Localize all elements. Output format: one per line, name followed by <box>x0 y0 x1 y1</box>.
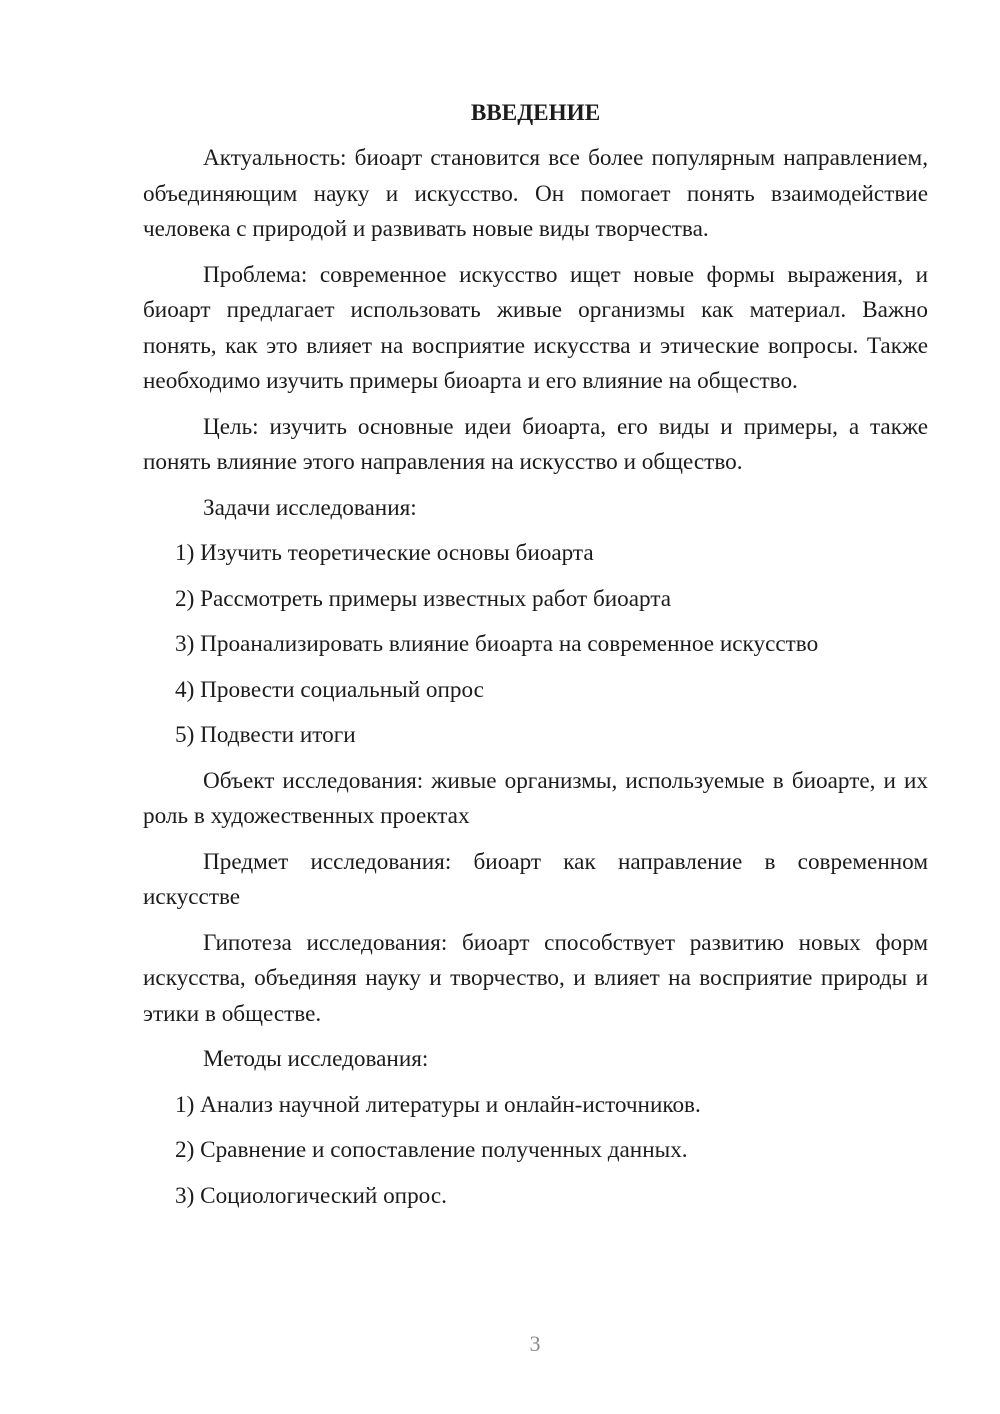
relevance-paragraph: Актуальность: биоарт становится все более популярным направлением, объединяющим науку и искусство. Он помогает понять взаимодействие человека с природой и развивать новые виды творчества. <box>143 145 928 242</box>
subject-paragraph: Предмет исследования: биоарт как направление в современном искусстве <box>143 848 928 910</box>
task-item-5: 5) Подвести итоги <box>175 722 356 748</box>
task-item-2: 2) Рассмотреть примеры известных работ биоарта <box>175 585 672 612</box>
page-title: ВВЕДЕНИЕ <box>470 100 601 126</box>
problem-paragraph: Проблема: современное искусство ищет новые формы выражения, и биоарт предлагает использовать живые организмы как материал. Важно понять, как это влияет на восприятие искусства и этические вопросы. Также необходимо изучить примеры биоарта и его влияние на общество. <box>143 261 928 394</box>
method-item-1: 1) Анализ научной литературы и онлайн-источников. <box>175 1091 701 1118</box>
hypothesis-paragraph: Гипотеза исследования: биоарт способствует развитию новых форм искусства, объединяя науку и творчество, и влияет на восприятие природы и этики в обществе. <box>143 929 928 1027</box>
task-item-3: 3) Проанализировать влияние биоарта на современное искусство <box>175 631 819 657</box>
methods-heading: Методы исследования: <box>203 1046 429 1072</box>
method-item-2: 2) Сравнение и сопоставление полученных данных. <box>175 1137 688 1163</box>
object-paragraph: Объект исследования: живые организмы, используемые в биоарте, и их роль в художественных проектах <box>143 767 928 829</box>
tasks-heading: Задачи исследования: <box>203 494 417 521</box>
task-item-4: 4) Провести социальный опрос <box>175 676 484 703</box>
method-item-3: 3) Социологический опрос. <box>175 1182 447 1209</box>
task-item-1: 1) Изучить теоретические основы биоарта <box>175 540 594 566</box>
goal-paragraph: Цель: изучить основные идеи биоарта, его виды и примеры, а также понять влияние этого направления на искусство и общество. <box>143 413 928 475</box>
page-content <box>143 96 928 1224</box>
page-number: 3 <box>529 1331 541 1356</box>
